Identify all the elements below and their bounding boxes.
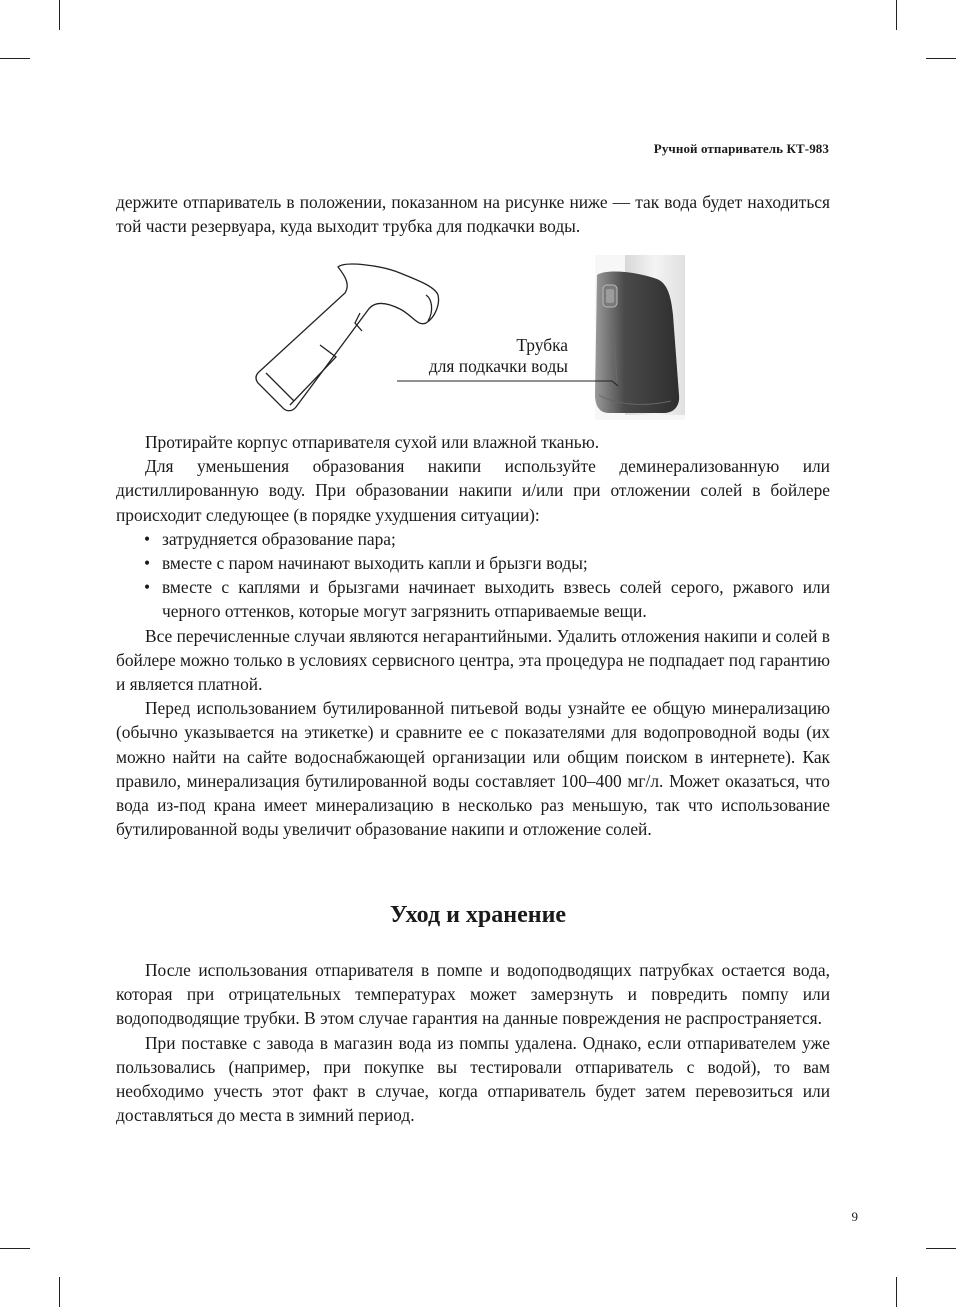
- bullet-icon: •: [144, 553, 151, 574]
- crop-mark-top-right-h: [926, 58, 956, 59]
- page-number: 9: [851, 1209, 858, 1224]
- crop-mark-bottom-right-h: [926, 1248, 956, 1249]
- tube-label-line2: для подкачки воды: [428, 356, 568, 376]
- intro-text: держите отпариватель в положении, показанном на рисунке ниже — так вода будет находиться той части резервуара, куда выходит трубка для подкачки воды.: [116, 192, 830, 237]
- storage-paragraph-2: При поставке с завода в магазин вода из помпы удалена. Однако, если отпаривателем уже пользовались (например, при покупке вы тестировали отпариватель с водой), то вам необходимо учесть этот факт в случае, когда отпариватель будет затем перевозиться или доставляться до места в зимний период.: [116, 1032, 830, 1126]
- list-item: • вместе с паром начинают выходить капли и брызги воды;: [116, 551, 830, 575]
- list-item: • затрудняется образование пара;: [116, 527, 830, 551]
- running-title: Ручной отпариватель КТ-983: [653, 141, 829, 156]
- crop-mark-bottom-left-v: [59, 1277, 60, 1307]
- care-paragraph-1: Протирайте корпус отпаривателя сухой или влажной тканью.: [145, 432, 600, 452]
- crop-mark-top-left-h: [0, 58, 30, 59]
- storage-section: [116, 958, 830, 1127]
- tube-label-line1: Трубка: [516, 335, 568, 355]
- list-item: • вместе с каплями и брызгами начинает выходить взвесь солей серого, ржавого или черного оттенков, которые могут загрязнить отпариваемые вещи.: [144, 577, 830, 622]
- crop-mark-top-left-v: [59, 0, 60, 30]
- bullet-icon: •: [144, 528, 151, 549]
- scale-effects-list: [116, 527, 830, 624]
- crop-mark-bottom-left-h: [0, 1248, 30, 1249]
- care-paragraph-2: Для уменьшения образования накипи используйте деминерализованную или дистиллированную воду. При образовании накипи и/или при отложении солей в бойлере происходит следующее (в порядке ухудшения ситуации):: [116, 456, 830, 525]
- intro-paragraph: [116, 190, 830, 238]
- care-paragraph-3: Все перечисленные случаи являются негарантийными. Удалить отложения накипи и солей в бойлере можно только в условиях сервисного центра, эта процедура не подпадает под гарантию и является платной.: [116, 625, 830, 695]
- care-section: [116, 430, 830, 841]
- storage-paragraph-1: После использования отпаривателя в помпе и водоподводящих патрубках остается вода, которая при отрицательных температурах может замерзнуть и повредить помпу или водоподводящие трубки. В этом случае гарантия на данные повреждения не распространяется.: [116, 960, 830, 1029]
- care-paragraph-4: Перед использованием бутилированной питьевой воды узнайте ее общую минерализацию (обычно указывается на этикетке) и сравните ее с показателями для водопроводной воды (их можно найти на сайте водоснабжающей организации или общим поиском в интернете). Как правило, минерализация бутилированной воды составляет 100–400 мг/л. Может оказаться, что вода из-под крана имеет минерализацию в несколько раз меньшую, так что использование бутилированной воды увеличит образование накипи и отложение солей.: [116, 698, 830, 840]
- steamer-figure: [250, 255, 690, 425]
- tube-label: [368, 335, 568, 377]
- bullet-icon: •: [144, 577, 151, 598]
- crop-mark-top-right-v: [896, 0, 897, 30]
- crop-mark-bottom-right-v: [896, 1277, 897, 1307]
- section-title: Уход и хранение: [389, 902, 567, 928]
- reservoir-photo: [595, 255, 685, 420]
